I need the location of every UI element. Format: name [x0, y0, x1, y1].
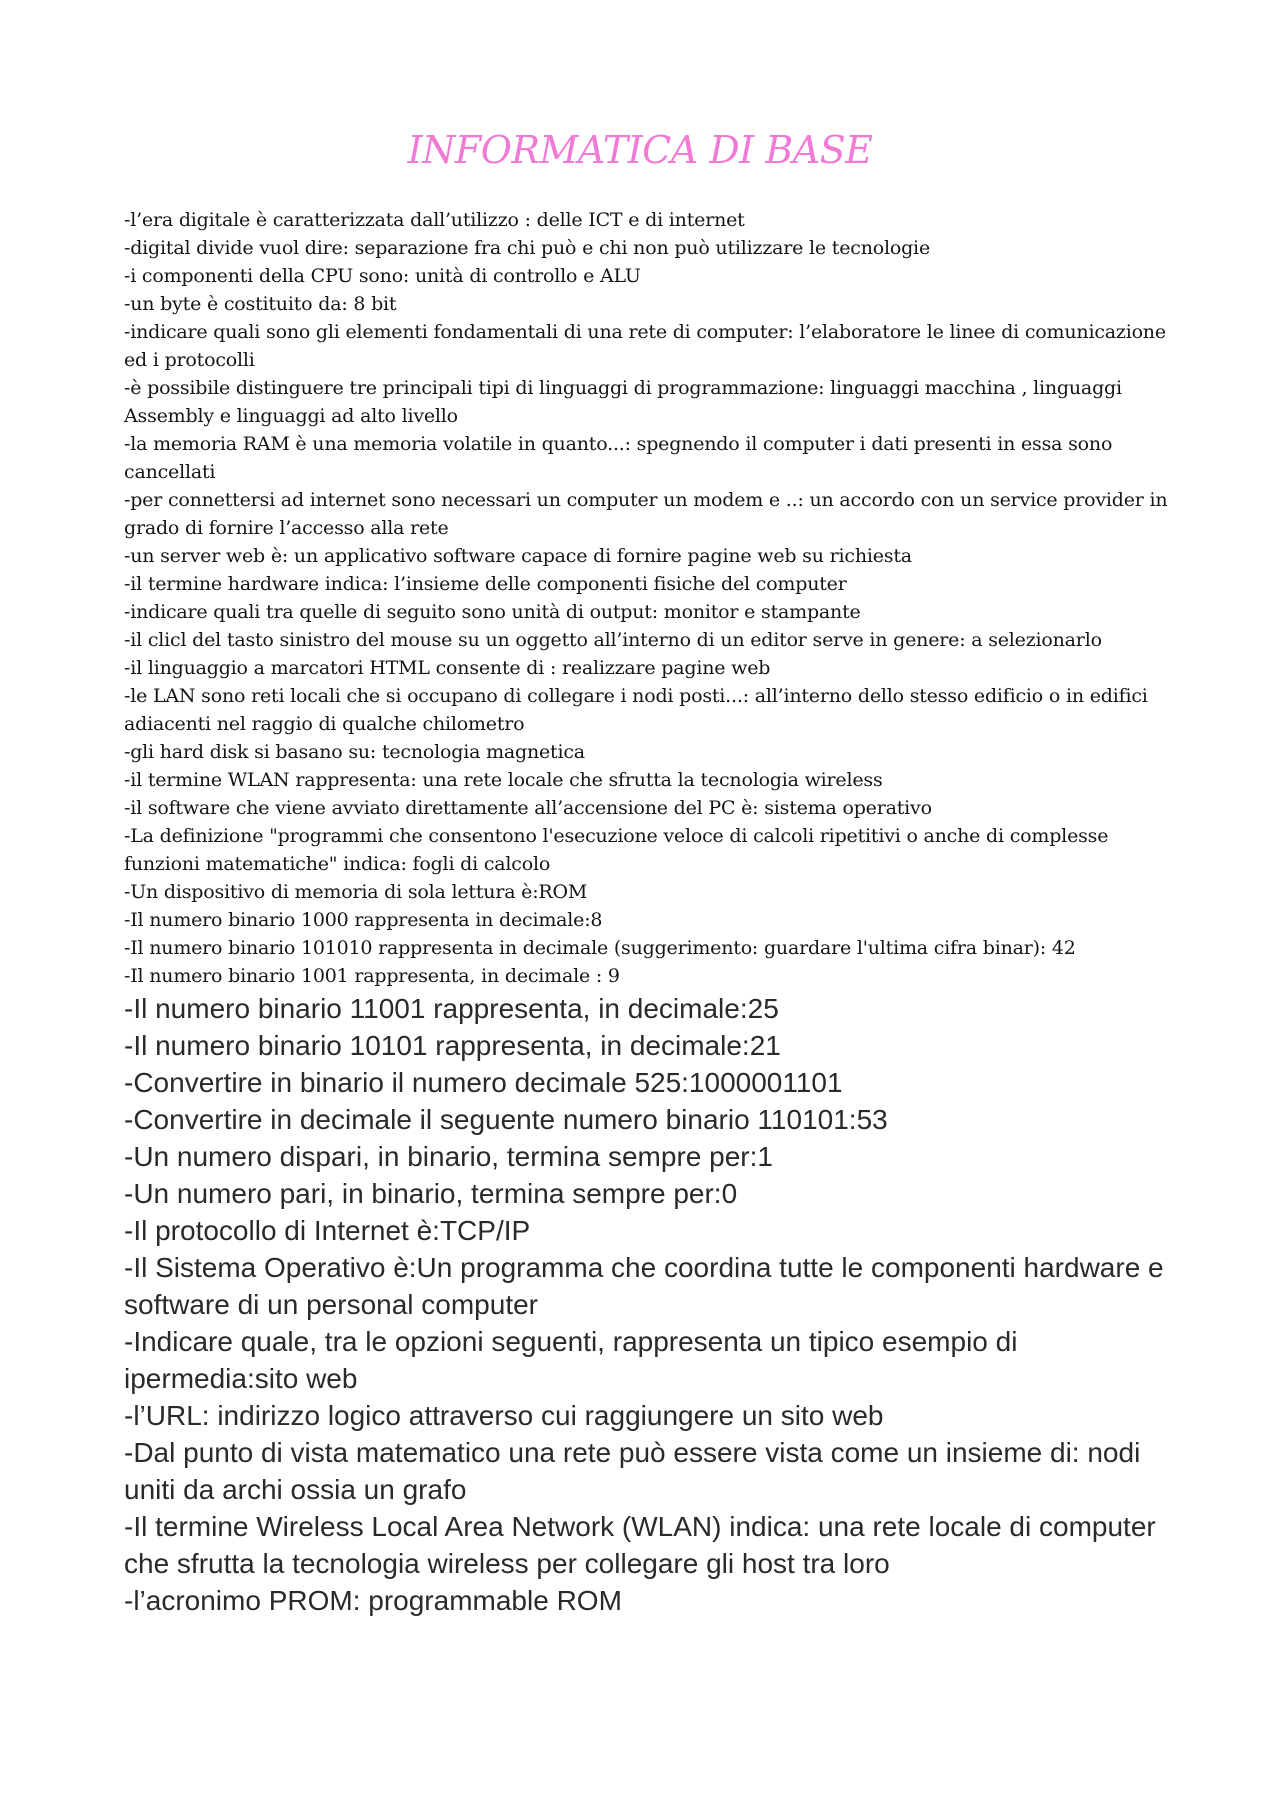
note-line: -il termine hardware indica: l’insieme delle componenti fisiche del computer — [124, 573, 847, 595]
note-line: -Indicare quale, tra le opzioni seguenti, rappresenta un tipico esempio di ipermedia:sito web — [124, 1326, 1018, 1394]
note-line: -il termine WLAN rappresenta: una rete locale che sfrutta la tecnologia wireless — [124, 769, 883, 791]
note-line: -l’acronimo PROM: programmable ROM — [124, 1585, 622, 1616]
note-line: -gli hard disk si basano su: tecnologia magnetica — [124, 741, 585, 763]
note-line: -per connettersi ad internet sono necessari un computer un modem e ..: un accordo con un service provider in grado di fornire l’accesso alla rete — [124, 489, 1168, 539]
note-line: -il software che viene avviato direttamente all’accensione del PC è: sistema operativo — [124, 797, 932, 819]
note-line: -Convertire in decimale il seguente numero binario 110101:53 — [124, 1104, 888, 1135]
note-line: -La definizione "programmi che consentono l'esecuzione veloce di calcoli ripetitivi o anche di complesse funzioni matematiche" indica: fogli di calcolo — [124, 825, 1109, 875]
note-line: -Un numero pari, in binario, termina sempre per:0 — [124, 1178, 738, 1209]
note-line: -è possibile distinguere tre principali tipi di linguaggi di programmazione: linguaggi macchina , linguaggi Assembly e linguaggi ad alto livello — [124, 377, 1122, 427]
note-line: -il clicl del tasto sinistro del mouse su un oggetto all’interno di un editor serve in genere: a selezionarlo — [124, 629, 1102, 651]
note-line: -il linguaggio a marcatori HTML consente di : realizzare pagine web — [124, 657, 771, 679]
note-line: -Il Sistema Operativo è:Un programma che coordina tutte le componenti hardware e software di un personal computer — [124, 1252, 1164, 1320]
page-title: INFORMATICA DI BASE — [407, 128, 873, 172]
notes-content — [124, 206, 1174, 1619]
note-line: -Convertire in binario il numero decimale 525:1000001101 — [124, 1067, 843, 1098]
note-line: -Il numero binario 11001 rappresenta, in decimale:25 — [124, 993, 779, 1024]
note-line: -la memoria RAM è una memoria volatile in quanto...: spegnendo il computer i dati presenti in essa sono cancellati — [124, 433, 1113, 483]
note-line: -un byte è costituito da: 8 bit — [124, 293, 397, 315]
note-line: -le LAN sono reti locali che si occupano di collegare i nodi posti...: all’interno dello stesso edificio o in edifici adiacenti nel raggio di qualche chilometro — [124, 685, 1148, 735]
note-line: -Il numero binario 101010 rappresenta in decimale (suggerimento: guardare l'ultima cifra binar): 42 — [124, 937, 1076, 959]
note-line: -i componenti della CPU sono: unità di controllo e ALU — [124, 265, 641, 287]
note-line: -Un numero dispari, in binario, termina sempre per:1 — [124, 1141, 773, 1172]
note-line: -Il numero binario 10101 rappresenta, in decimale:21 — [124, 1030, 781, 1061]
sans-notes-list — [124, 990, 1174, 1619]
note-line: -Il protocollo di Internet è:TCP/IP — [124, 1215, 531, 1246]
note-line: -Dal punto di vista matematico una rete può essere vista come un insieme di: nodi uniti da archi ossia un grafo — [124, 1437, 1141, 1505]
note-line: -Un dispositivo di memoria di sola lettura è:ROM — [124, 881, 588, 903]
note-line: -l’URL: indirizzo logico attraverso cui raggiungere un sito web — [124, 1400, 884, 1431]
note-line: -l’era digitale è caratterizzata dall’utilizzo : delle ICT e di internet — [124, 209, 745, 231]
note-line: -indicare quali tra quelle di seguito sono unità di output: monitor e stampante — [124, 601, 861, 623]
note-line: -Il numero binario 1000 rappresenta in decimale:8 — [124, 909, 603, 931]
note-line: -indicare quali sono gli elementi fondamentali di una rete di computer: l’elaboratore le linee di comunicazione ed i protocolli — [124, 321, 1166, 371]
note-line: -un server web è: un applicativo software capace di fornire pagine web su richiesta — [124, 545, 912, 567]
note-line: -Il numero binario 1001 rappresenta, in decimale : 9 — [124, 965, 620, 987]
note-line: -digital divide vuol dire: separazione fra chi può e chi non può utilizzare le tecnologie — [124, 237, 930, 259]
note-line: -Il termine Wireless Local Area Network (WLAN) indica: una rete locale di computer che sfrutta la tecnologia wireless per collegare gli host tra loro — [124, 1511, 1156, 1579]
serif-notes-list — [124, 206, 1174, 990]
